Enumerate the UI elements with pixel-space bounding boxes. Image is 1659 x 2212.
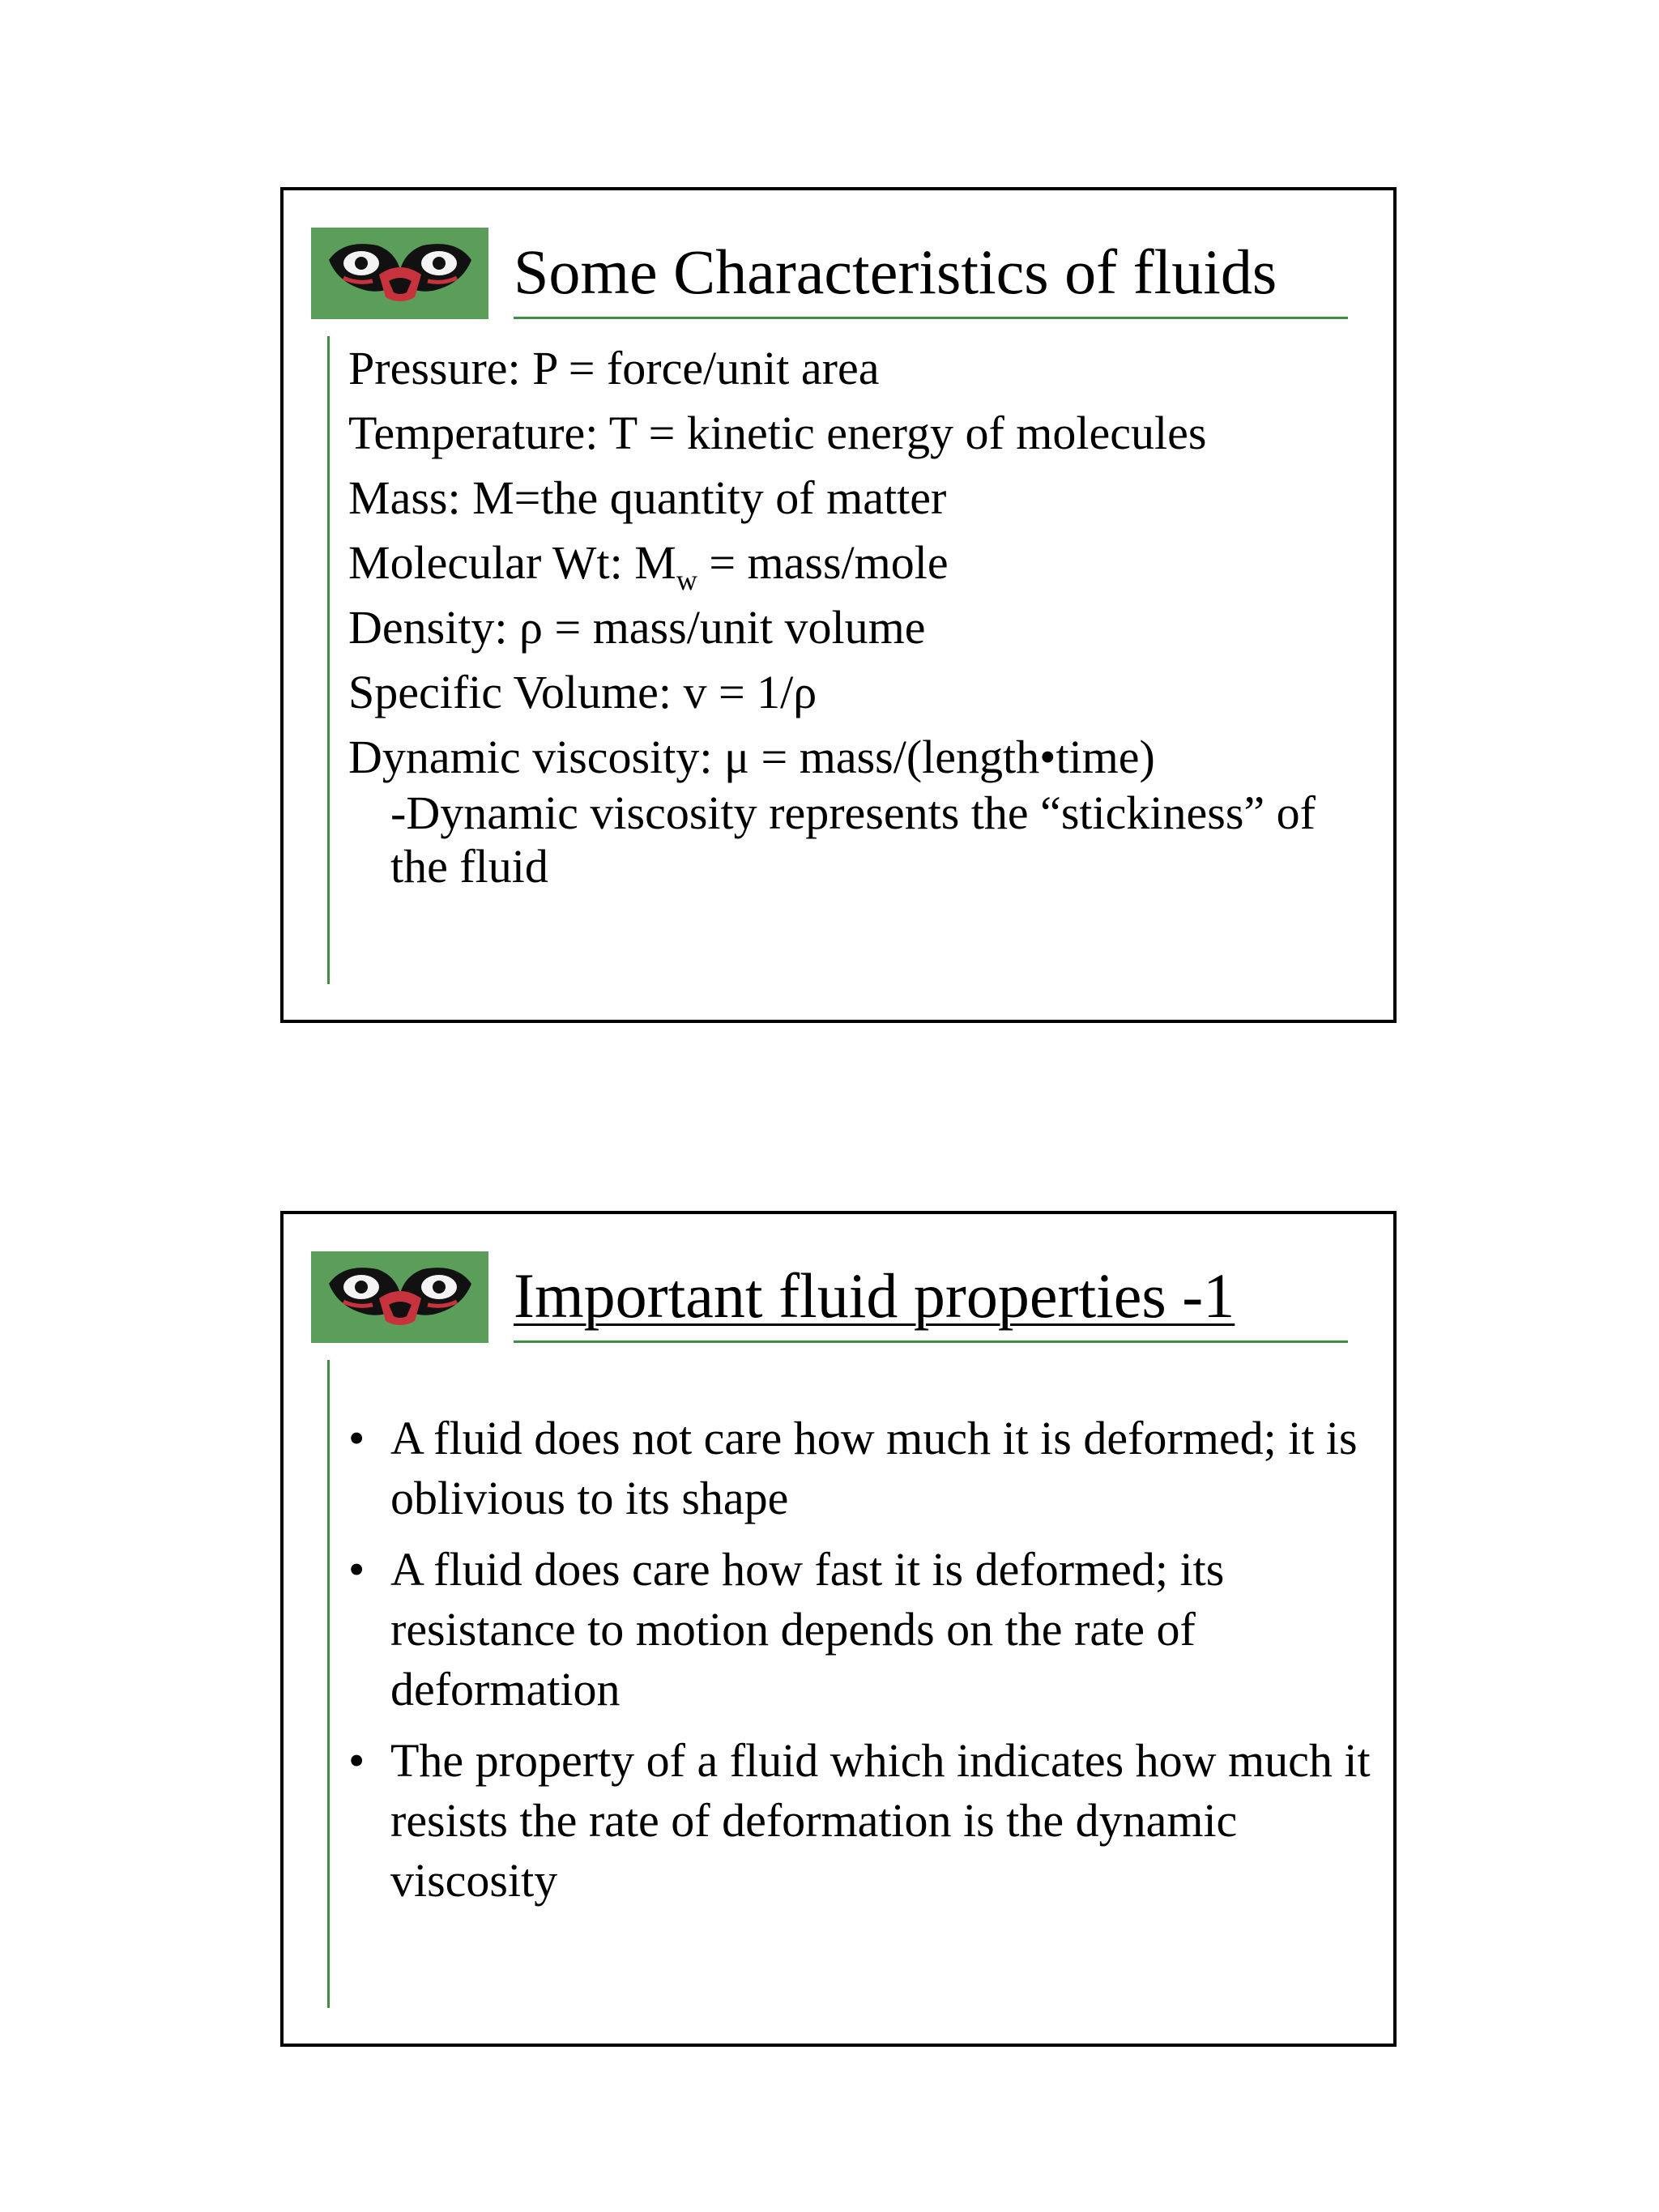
bullet-text: The property of a fluid which indicates how much it resists the rate of deformation is the dynamic viscosity [390,1734,1371,1907]
list-item [348,1540,1377,1720]
viscosity-note: -Dynamic viscosity represents the “stickiness” of the fluid [390,786,1316,893]
text-line-pressure: Pressure: P = force/unit area [348,342,880,394]
text-line-molecular-weight [348,531,1377,595]
molecular-weight-subscript: w [676,564,697,596]
formline-mask-logo-icon [311,228,488,319]
text-line-density: Density: ρ = mass/unit volume [348,601,926,654]
text-line-dynamic-viscosity: Dynamic viscosity: μ = mass/(length•time) [348,731,1155,783]
list-item [348,1409,1377,1528]
bullet-list [348,1409,1377,1922]
text-line-temperature: Temperature: T = kinetic energy of molecules [348,407,1207,459]
bullet-icon: • [348,1543,365,1596]
slide-title: Some Characteristics of fluids [514,237,1277,307]
slide-content [348,336,1377,893]
side-rule [327,336,330,984]
bullet-icon: • [348,1412,365,1464]
bullet-text: A fluid does care how fast it is deformed; its resistance to motion depends on the rate of deformation [390,1543,1225,1715]
bullet-icon: • [348,1734,365,1787]
text-line-mass: Mass: M=the quantity of matter [348,471,947,524]
formline-mask-logo-icon [311,1251,488,1343]
text-line-specific-volume: Specific Volume: v = 1/ρ [348,666,817,718]
slide-fluid-properties [280,1211,1397,2047]
list-item [348,1731,1377,1911]
title-rule [514,317,1348,319]
slide-characteristics [280,187,1397,1023]
molecular-weight-value: = mass/mole [697,536,949,589]
molecular-weight-label: Molecular Wt: M [348,536,676,589]
title-rule [514,1340,1348,1343]
bullet-text: A fluid does not care how much it is deformed; it is oblivious to its shape [390,1412,1358,1524]
slide-title: Important fluid properties -1 [514,1260,1235,1331]
side-rule [327,1360,330,2008]
